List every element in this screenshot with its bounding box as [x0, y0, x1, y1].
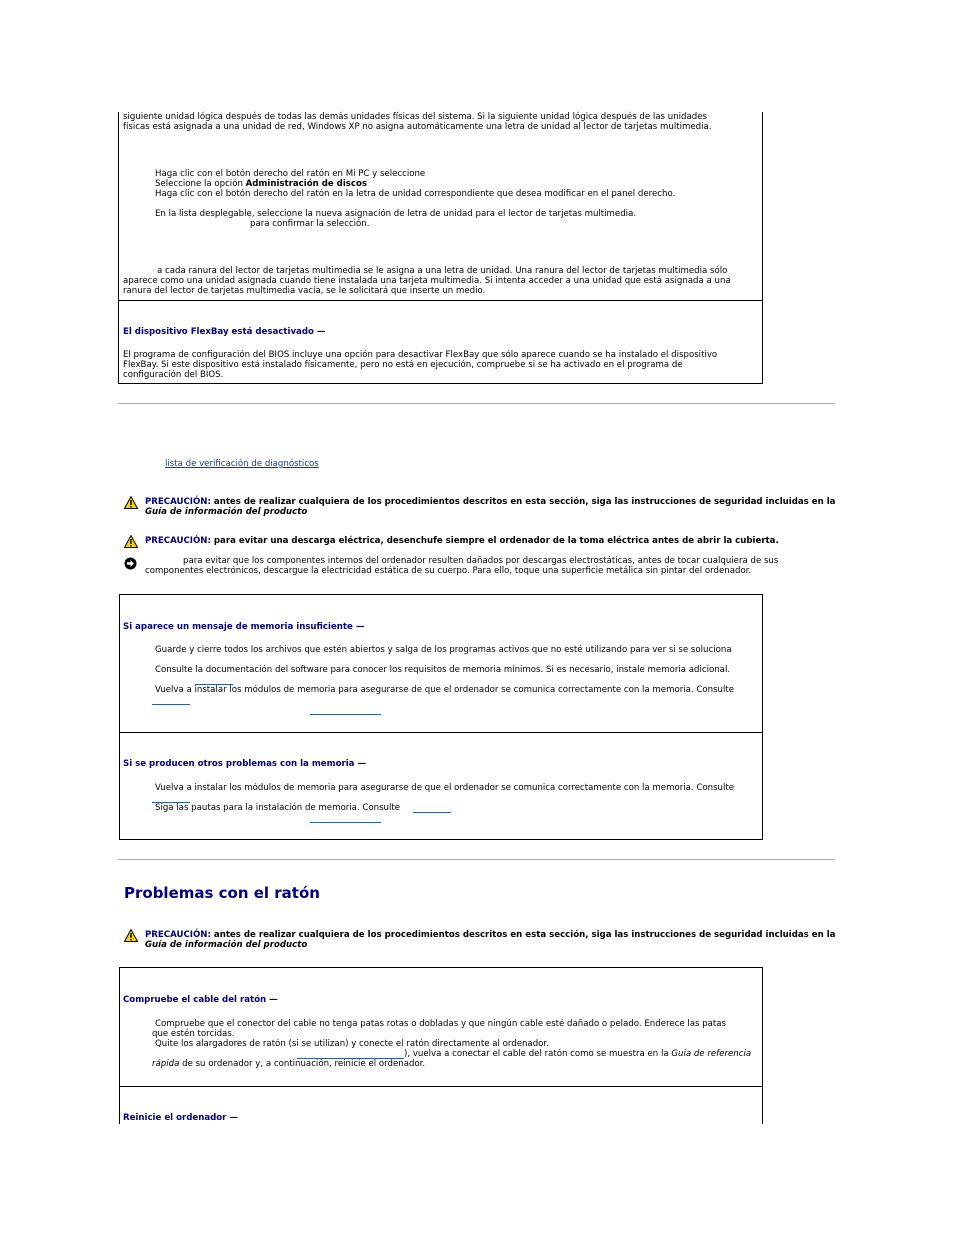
flexbay-text-3: configuración del BIOS. — [123, 370, 224, 380]
section-divider — [118, 403, 835, 404]
cardreader-note-3: ranura del lector de tarjetas multimedia vacía, se le solicitará que inserte un medio. — [123, 286, 486, 296]
insufficient-item-2: Consulte la documentación del software para conocer los requisitos de memoria mínimos. Si es necesario, instale memoria adicional. — [155, 665, 731, 675]
mouse-cable-heading: Compruebe el cable del ratón — — [123, 995, 278, 1005]
caution-icon — [124, 929, 138, 942]
other-item-1: Vuelva a instalar los módulos de memoria para asegurarse de que el ordenador se comunica correctamente con la memoria. Consulte — [155, 783, 735, 793]
hidden-link-underline[interactable] — [310, 822, 381, 823]
disk-management-label: Administración de discos — [245, 179, 368, 189]
mouse-cable-line-2: que estén torcidas. — [152, 1029, 235, 1039]
cardreader-step-1: Haga clic con el botón derecho del ratón en Mi PC y seleccione — [155, 169, 426, 179]
flexbay-heading: El dispositivo FlexBay está desactivado — — [123, 327, 326, 337]
cardreader-text-1: siguiente unidad lógica después de todas las demás unidades físicas del sistema. Si la siguiente unidad lógica después de las unidades — [123, 112, 707, 122]
cardreader-note-2: aparece como una unidad asignada cuando tiene instalada una tarjeta multimedia. Si intenta acceder a una unidad que está asignada a una — [123, 276, 731, 286]
diagnostics-checklist-link[interactable]: lista de verificación de diagnósticos — [165, 459, 319, 469]
memory-caution-2: PRECAUCIÓN: para evitar una descarga eléctrica, desenchufe siempre el ordenador de la toma eléctrica antes de abrir la cubierta. — [145, 536, 779, 546]
hidden-link-underline[interactable] — [152, 704, 190, 705]
restart-heading: Reinicie el ordenador — — [123, 1113, 239, 1123]
insufficient-memory-box — [119, 594, 763, 733]
hidden-link-underline[interactable] — [310, 714, 381, 715]
cardreader-text-2: físicas está asignada a una unidad de red, Windows XP no asigna automáticamente una letra de unidad al lector de tarjetas multimedia. — [123, 122, 712, 132]
hidden-link-underline[interactable] — [195, 684, 233, 685]
mouse-caution: PRECAUCIÓN: antes de realizar cualquiera de los procedimientos descritos en esta sección, siga las instrucciones de seguridad incluidas en la — [145, 930, 836, 940]
mouse-cable-line-4: ), vuelva a conectar el cable del ratón como se muestra en la Guía de referencia — [404, 1049, 752, 1059]
cardreader-step-2: Seleccione la opción Administración de discos — [155, 179, 368, 189]
insufficient-item-3: Vuelva a instalar los módulos de memoria para asegurarse de que el ordenador se comunica correctamente con la memoria. Consulte — [155, 685, 735, 695]
section-divider — [118, 859, 835, 860]
other-memory-heading: Si se producen otros problemas con la memoria — — [123, 759, 367, 769]
notice-icon — [124, 557, 137, 570]
insufficient-item-1: Guarde y cierre todos los archivos que estén abiertos y salga de los programas activos que no esté utilizando para ver si se soluciona — [155, 645, 732, 655]
hidden-link-underline[interactable] — [413, 812, 451, 813]
memory-caution-1-guide: Guía de información del producto — [145, 507, 308, 517]
caution-icon — [124, 496, 138, 509]
cardreader-note-1: a cada ranura del lector de tarjetas multimedia se le asigna a una letra de unidad. Una ranura del lector de tarjetas multimedia sólo — [157, 266, 728, 276]
cardreader-step-4: En la lista desplegable, seleccione la nueva asignación de letra de unidad para el lector de tarjetas multimedia. — [155, 209, 637, 219]
insufficient-memory-heading: Si aparece un mensaje de memoria insuficiente — — [123, 622, 365, 632]
memory-notice-2: componentes electrónicos, descargue la electricidad estática de su cuerpo. Para ello, toque una superficie metálica sin pintar del ordenador. — [145, 566, 752, 576]
cardreader-step-5: para confirmar la selección. — [250, 219, 370, 229]
mouse-caution-guide: Guía de información del producto — [145, 940, 308, 950]
other-item-2: Siga las pautas para la instalación de memoria. Consulte — [155, 803, 401, 813]
memory-notice-1: para evitar que los componentes internos del ordenador resulten dañados por descargas electrostáticas, antes de tocar cualquiera de sus — [183, 556, 779, 566]
mouse-section-title: Problemas con el ratón — [124, 884, 320, 902]
mouse-cable-line-1: Compruebe que el conector del cable no tenga patas rotas o dobladas y que ningún cable esté dañado o pelado. Enderece las patas — [155, 1019, 727, 1029]
cardreader-step-3: Haga clic con el botón derecho del ratón en la letra de unidad correspondiente que desea modificar en el panel derecho. — [155, 189, 676, 199]
mouse-cable-line-5: rápida de su ordenador y, a continuación, reinicie el ordenador. — [152, 1059, 426, 1069]
caution-icon — [124, 535, 138, 548]
flexbay-text-2: FlexBay. Si este dispositivo está instalado físicamente, pero no está en ejecución, compruebe si se ha activado en el programa de — [123, 360, 683, 370]
memory-caution-1: PRECAUCIÓN: antes de realizar cualquiera de los procedimientos descritos en esta sección, siga las instrucciones de seguridad incluidas en la — [145, 497, 836, 507]
mouse-cable-line-3: Quite los alargadores de ratón (si se utilizan) y conecte el ratón directamente al ordenador. — [155, 1039, 549, 1049]
flexbay-text-1: El programa de configuración del BIOS incluye una opción para desactivar FlexBay que sólo aparece cuando se ha instalado el dispositivo — [123, 350, 718, 360]
